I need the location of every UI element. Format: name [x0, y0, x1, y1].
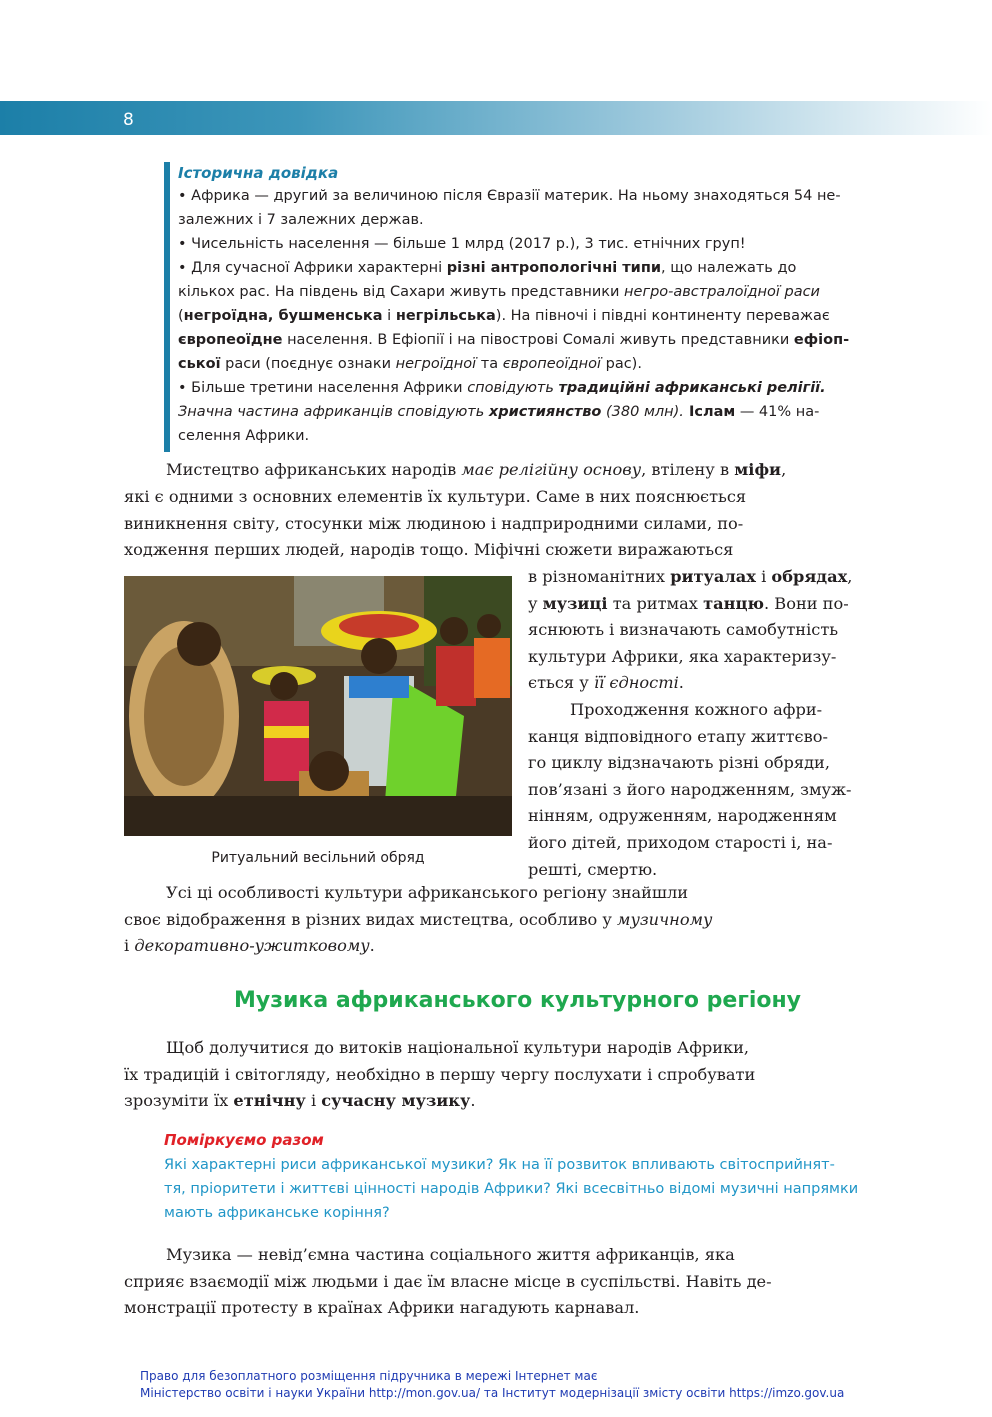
- think-question-line: мають африканське коріння?: [164, 1205, 390, 1221]
- header-band: [0, 101, 992, 135]
- wedding-ritual-photo: [124, 576, 512, 836]
- photo-caption: Ритуальний весільний обряд: [211, 850, 425, 866]
- note-line: • Африка — другий за величиною після Євразії материк. На ньому знаходяться 54 не-: [178, 188, 841, 204]
- think-question-line: тя, пріоритети і життєві цінності народів Африки? Які всесвітньо відомі музичні напрямки: [164, 1181, 859, 1197]
- paragraph-intro: Мистецтво африканських народів має релігійну основу, втілену в міфи,: [166, 460, 787, 479]
- paragraph-music-intro: Щоб долучитися до витоків національної культури народів Африки, їх традицій і світогляду, необхідно в першу чергу послухати і спробувати зрозуміти їх етнічну і сучасну музику.: [124, 1038, 756, 1111]
- photo-illustration: [124, 576, 512, 836]
- note-line: • Чисельність населення — більше 1 млрд (2017 р.), 3 тис. етнічних груп!: [178, 236, 746, 252]
- note-line: селення Африки.: [178, 428, 310, 444]
- think-question-line: Які характерні риси африканської музики? Як на її розвиток впливають світосприйнят-: [164, 1157, 835, 1173]
- footer-license-line: Право для безоплатного розміщення підручника в мережі Інтернет має: [140, 1369, 598, 1383]
- footer-ministry-line: Міністерство освіти і науки України http://mon.gov.ua/ та Інститут модернізації змісту освіти https://imzo.gov.ua: [140, 1386, 845, 1400]
- note-line: Значна частина африканців сповідують християнство (380 млн). Іслам — 41% на-: [178, 404, 820, 420]
- historical-note: [164, 162, 930, 452]
- note-line: європеоїдне населення. В Ефіопії і на півострові Сомалі живуть представники ефіоп-: [178, 332, 850, 348]
- note-line: • Для сучасної Африки характерні різні антропологічні типи, що належать до: [178, 260, 797, 276]
- think-together-title: Поміркуємо разом: [164, 1131, 324, 1149]
- note-line: • Більше третини населення Африки сповідують традиційні африканські релігії.: [178, 380, 826, 396]
- section-title: Музика африканського культурного регіону: [234, 988, 802, 1013]
- paragraph-features: Усі ці особливості культури африканського регіону знайшли своє відображення в різних видах мистецтва, особливо у музичному і декоративно-ужитковому.: [124, 883, 713, 956]
- paragraph-intro-cont: які є одними з основних елементів їх культури. Саме в них пояснюється виникнення світу, стосунки між людиною і надприродними силами, по- ходження перших людей, народів тощо. Міфічні сюжети виражаються: [124, 487, 747, 560]
- paragraph-wrap: в різноманітних ритуалах і обрядах, у музиці та ритмах танцю. Вони по- яснюють і визначають самобутність культури Африки, яка характеризу- ється у її єдності. Проходження кожного афри- канця відповідного етапу життєво- го циклу відзначають різні обряди, пов’язані з його народженням, змуж- нінням, одруженням, народженням його дітей, приходом старості і, на- решті, смертю.: [528, 567, 853, 879]
- note-line: ської раси (поєднує ознаки негроїдної та європеоїдної рас).: [178, 356, 642, 372]
- page-number: 8: [123, 110, 134, 130]
- note-line: кількох рас. На південь від Сахари живуть представники негро-австралоїдної раси: [178, 284, 820, 300]
- paragraph-music-social: Музика — невід’ємна частина соціального життя африканців, яка сприяє взаємодії між людьми і дає їм власне місце в суспільстві. Навіть де- монстрації протесту в країнах Африки нагадують карнавал.: [124, 1245, 772, 1318]
- note-line: залежних і 7 залежних держав.: [178, 212, 424, 228]
- note-line: (негроїдна, бушменська і негрільська). На півночі і півдні континенту переважає: [178, 308, 830, 324]
- note-title: Історична довідка: [178, 164, 339, 182]
